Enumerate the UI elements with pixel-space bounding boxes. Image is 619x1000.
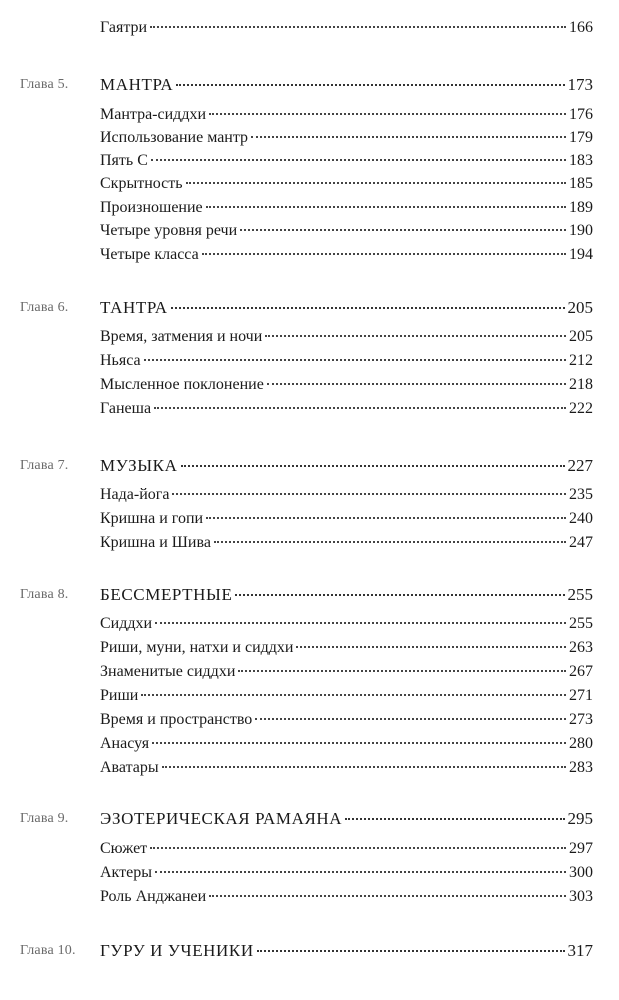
dot-leader	[238, 669, 566, 672]
chapter-label: Глава 8.	[20, 587, 69, 602]
dot-leader	[150, 846, 566, 849]
toc-entry	[0, 483, 619, 507]
dot-leader	[152, 741, 566, 744]
chapter-heading	[0, 583, 619, 607]
dot-leader	[155, 621, 566, 624]
dot-leader	[209, 112, 566, 115]
entry-title: Аватары	[100, 759, 159, 776]
dot-leader	[267, 382, 566, 385]
toc-entry	[0, 16, 619, 40]
entry-title: Использование мантр	[100, 129, 249, 146]
entry-page: 185	[569, 175, 593, 192]
entry-title: Анасуя	[100, 735, 150, 752]
toc-entry	[0, 507, 619, 531]
entry-page: 267	[569, 663, 593, 680]
entry-title: Четыре класса	[100, 246, 199, 263]
dot-leader	[151, 158, 566, 161]
toc-entry	[0, 373, 619, 397]
toc-entry	[0, 126, 619, 150]
entry-page: 218	[569, 376, 593, 393]
entry-page: 194	[569, 246, 593, 263]
toc-entry	[0, 636, 619, 660]
dot-leader	[154, 406, 566, 409]
toc-entry	[0, 684, 619, 708]
dot-leader	[206, 205, 566, 208]
toc-entry	[0, 861, 619, 885]
chapter-title: ТАНТРА	[100, 298, 168, 317]
entry-title: Время и пространство	[100, 711, 253, 728]
toc-entry	[0, 837, 619, 861]
toc-entry	[0, 397, 619, 421]
entry-page: 235	[569, 486, 593, 503]
entry-page: 271	[569, 687, 593, 704]
chapter-title: ГУРУ И УЧЕНИКИ	[100, 941, 254, 960]
toc-entry	[0, 349, 619, 373]
chapter-title: ЭЗОТЕРИЧЕСКАЯ РАМАЯНА	[100, 809, 343, 828]
chapter-heading	[0, 296, 619, 320]
toc-entry	[0, 885, 619, 909]
dot-leader	[206, 516, 566, 519]
entry-page: 166	[569, 19, 593, 36]
dot-leader	[172, 492, 566, 495]
chapter-page: 295	[567, 809, 593, 828]
chapter-heading	[0, 73, 619, 97]
dot-leader	[162, 765, 566, 768]
dot-leader	[345, 817, 564, 820]
dot-leader	[296, 645, 566, 648]
entry-title: Актеры	[100, 864, 152, 881]
entry-title: Кришна и гопи	[100, 510, 204, 527]
entry-page: 240	[569, 510, 593, 527]
chapter-page: 317	[567, 941, 593, 960]
entry-title: Знаменитые сиддхи	[100, 663, 236, 680]
dot-leader	[214, 540, 566, 543]
dot-leader	[251, 135, 566, 138]
entry-page: 283	[569, 759, 593, 776]
dot-leader	[176, 83, 564, 86]
entry-title: Гаятри	[100, 19, 148, 36]
entry-page: 176	[569, 106, 593, 123]
toc-entry	[0, 243, 619, 267]
toc-entry	[0, 660, 619, 684]
chapter-page: 205	[567, 298, 593, 317]
entry-title: Кришна и Шива	[100, 534, 211, 551]
entry-page: 212	[569, 352, 593, 369]
chapter-page: 255	[567, 585, 593, 604]
entry-title: Мысленное поклонение	[100, 376, 264, 393]
dot-leader	[202, 252, 566, 255]
dot-leader	[181, 464, 565, 467]
entry-page: 263	[569, 639, 593, 656]
entry-title: Время, затмения и ночи	[100, 328, 263, 345]
entry-title: Ньяса	[100, 352, 141, 369]
entry-title: Пять С	[100, 152, 148, 169]
entry-title: Нада-йога	[100, 486, 170, 503]
entry-page: 303	[569, 888, 593, 905]
entry-page: 280	[569, 735, 593, 752]
dot-leader	[209, 894, 566, 897]
toc-entry	[0, 196, 619, 220]
entry-page: 273	[569, 711, 593, 728]
entry-page: 247	[569, 534, 593, 551]
chapter-label: Глава 10.	[20, 943, 76, 958]
chapter-label: Глава 9.	[20, 811, 69, 826]
entry-title: Сиддхи	[100, 615, 153, 632]
chapter-label: Глава 7.	[20, 458, 69, 473]
dot-leader	[186, 181, 566, 184]
dot-leader	[141, 693, 566, 696]
entry-title: Четыре уровня речи	[100, 222, 238, 239]
chapter-label: Глава 5.	[20, 77, 69, 92]
entry-page: 222	[569, 400, 593, 417]
entry-title: Произношение	[100, 199, 203, 216]
chapter-title: МАНТРА	[100, 75, 174, 94]
toc-entry	[0, 708, 619, 732]
dot-leader	[265, 334, 566, 337]
dot-leader	[235, 593, 564, 596]
entry-page: 300	[569, 864, 593, 881]
entry-title: Риши, муни, натхи и сиддхи	[100, 639, 294, 656]
chapter-label: Глава 6.	[20, 300, 69, 315]
dot-leader	[155, 870, 566, 873]
dot-leader	[144, 358, 566, 361]
entry-page: 255	[569, 615, 593, 632]
toc-entry	[0, 531, 619, 555]
dot-leader	[150, 25, 566, 28]
chapter-heading	[0, 939, 619, 963]
toc-entry	[0, 612, 619, 636]
entry-title: Мантра-сиддхи	[100, 106, 207, 123]
chapter-page: 173	[567, 75, 593, 94]
chapter-heading	[0, 807, 619, 831]
entry-page: 190	[569, 222, 593, 239]
dot-leader	[240, 228, 566, 231]
toc-entry	[0, 149, 619, 173]
toc-entry	[0, 732, 619, 756]
entry-page: 179	[569, 129, 593, 146]
entry-page: 183	[569, 152, 593, 169]
toc-entry	[0, 219, 619, 243]
entry-page: 297	[569, 840, 593, 857]
entry-title: Риши	[100, 687, 139, 704]
chapter-heading	[0, 454, 619, 478]
chapter-title: МУЗЫКА	[100, 456, 178, 475]
dot-leader	[255, 717, 566, 720]
entry-title: Роль Анджанеи	[100, 888, 207, 905]
toc-entry	[0, 103, 619, 127]
chapter-title: БЕССМЕРТНЫЕ	[100, 585, 233, 604]
entry-title: Скрытность	[100, 175, 183, 192]
toc-entry	[0, 172, 619, 196]
entry-title: Сюжет	[100, 840, 148, 857]
entry-page: 189	[569, 199, 593, 216]
entry-page: 205	[569, 328, 593, 345]
dot-leader	[171, 306, 565, 309]
entry-title: Ганеша	[100, 400, 152, 417]
toc-entry	[0, 756, 619, 780]
toc-entry	[0, 325, 619, 349]
dot-leader	[257, 949, 565, 952]
chapter-page: 227	[567, 456, 593, 475]
